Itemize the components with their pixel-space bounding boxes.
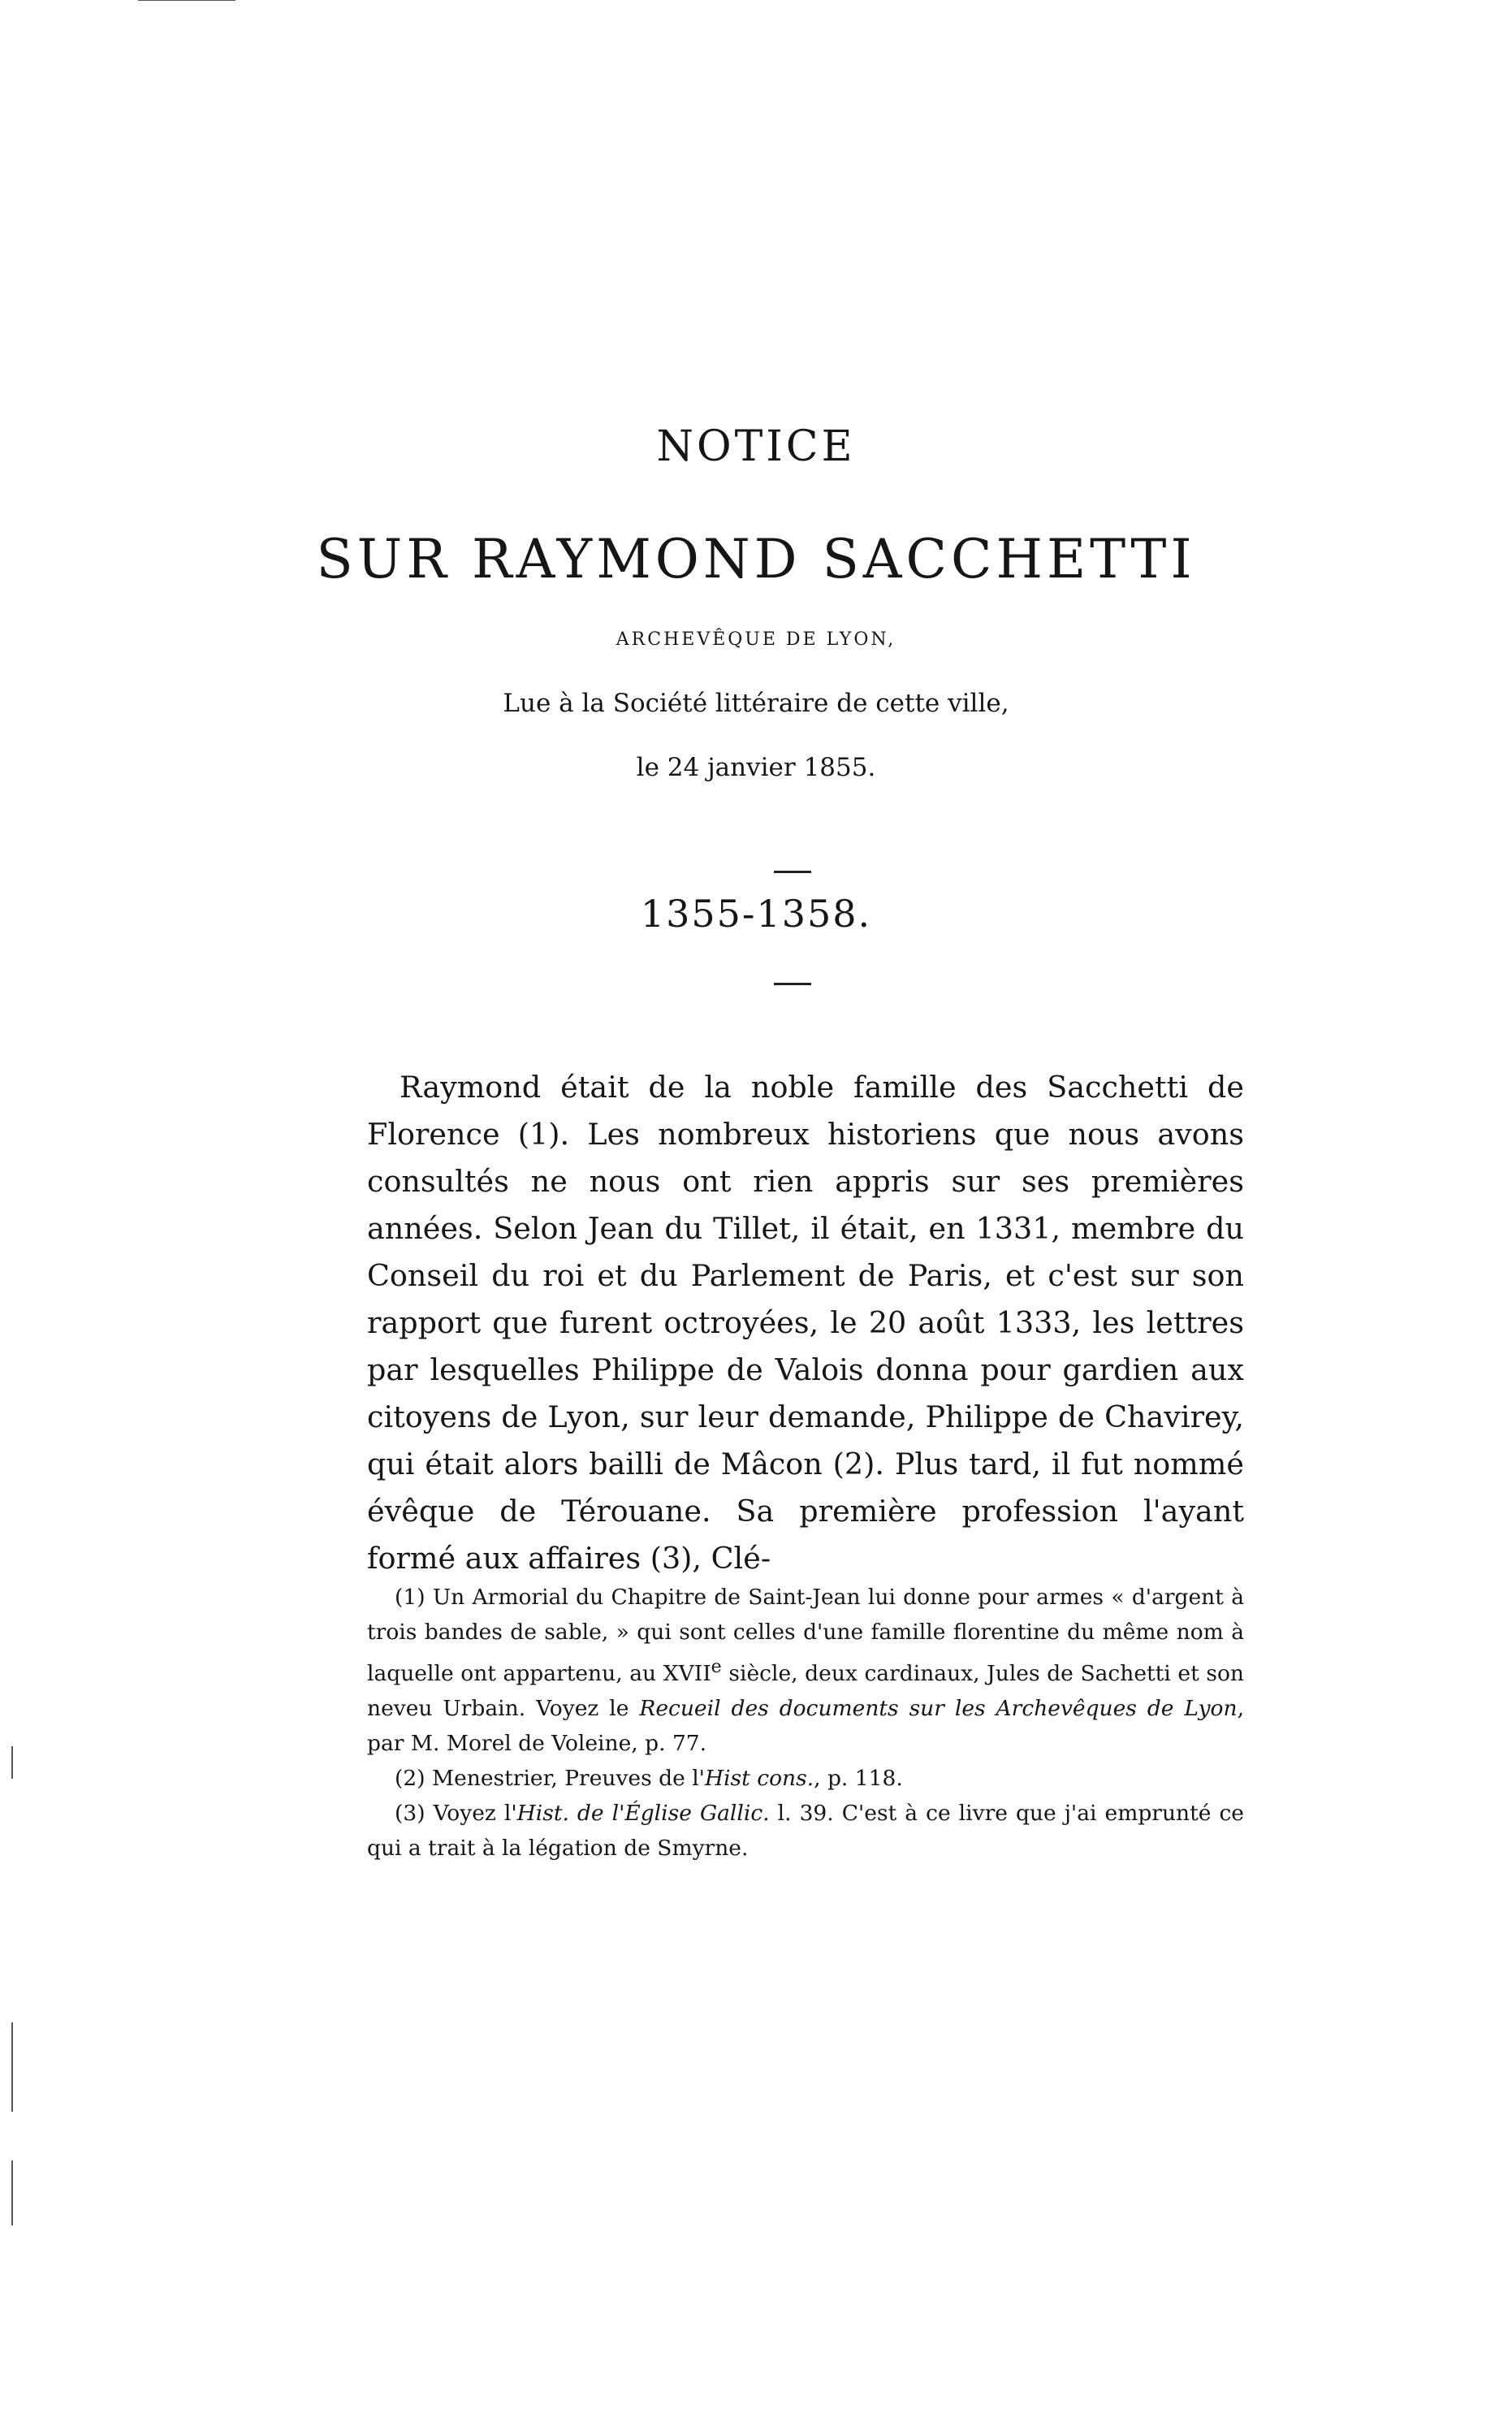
footnote-1-text-b: siècle, deux cardinaux, Jules de Sachetti et son neveu Urbain. Voyez le [367,1660,1244,1721]
footnote-1-superscript: e [711,1657,722,1677]
scan-edge-mark [138,0,235,1]
scan-edge-mark [11,2160,13,2225]
footnote-1-text-c: , par M. Morel de Voleine, p. 77. [367,1695,1244,1756]
subtitle-office: ARCHEVÊQUE DE LYON, [616,629,896,650]
body-paragraph [367,1064,1244,1582]
footnote-2 [367,1761,1244,1796]
footnote-2-text-a: (2) Menestrier, Preuves de l' [395,1765,705,1791]
footnote-1-text-a: (1) Un Armorial du Chapitre de Saint-Jean lui donne pour armes « d'argent à trois bandes de sable, » qui sont celles d'une famille florentine du même nom à laquelle ont appartenu, au XVII [367,1585,1244,1686]
scan-edge-mark [11,2022,13,2112]
separator-rule-top [774,871,811,873]
footnote-3-title: Hist. de l'Église Gallic. [516,1800,770,1826]
subtitle-date: le 24 janvier 1855. [636,753,876,782]
separator-rule-bottom [774,983,811,985]
footnotes [367,1580,1244,1866]
years-heading: 1355-1358. [640,892,872,936]
footnote-3 [367,1796,1244,1866]
footnote-1-title: Recueil des documents sur les Archevêques de Lyon [639,1695,1238,1721]
scan-edge-mark [11,1746,13,1779]
footnote-3-text-b: l. 39. C'est à ce livre que j'ai emprunté ce qui a trait à la légation de Smyrne. [367,1800,1244,1861]
notice-heading: NOTICE [656,422,856,471]
footnote-2-title: Hist cons. [704,1765,814,1791]
footnote-2-text-b: , p. 118. [814,1765,903,1791]
document-title: SUR RAYMOND SACCHETTI [316,528,1196,590]
subtitle-read-at: Lue à la Société littéraire de cette ville, [503,689,1009,718]
footnote-3-text-a: (3) Voyez l' [395,1800,517,1826]
footnote-1 [367,1580,1244,1761]
body-paragraph-text: Raymond était de la noble famille des Sacchetti de Florence (1). Les nombreux historiens que nous avons consultés ne nous ont rien appris sur ses premières années. Selon Jean du Tillet, il était, en 1331, membre du Conseil du roi et du Parlement de Paris, et c'est sur son rapport que furent octroyées, le 20 août 1333, les lettres par lesquelles Philippe de Valois donna pour gardien aux citoyens de Lyon, sur leur demande, Philippe de Chavirey, qui était alors bailli de Mâcon (2). Plus tard, il fut nommé évêque de Térouane. Sa première profession l'ayant formé aux affaires (3), Clé- [367,1070,1244,1576]
